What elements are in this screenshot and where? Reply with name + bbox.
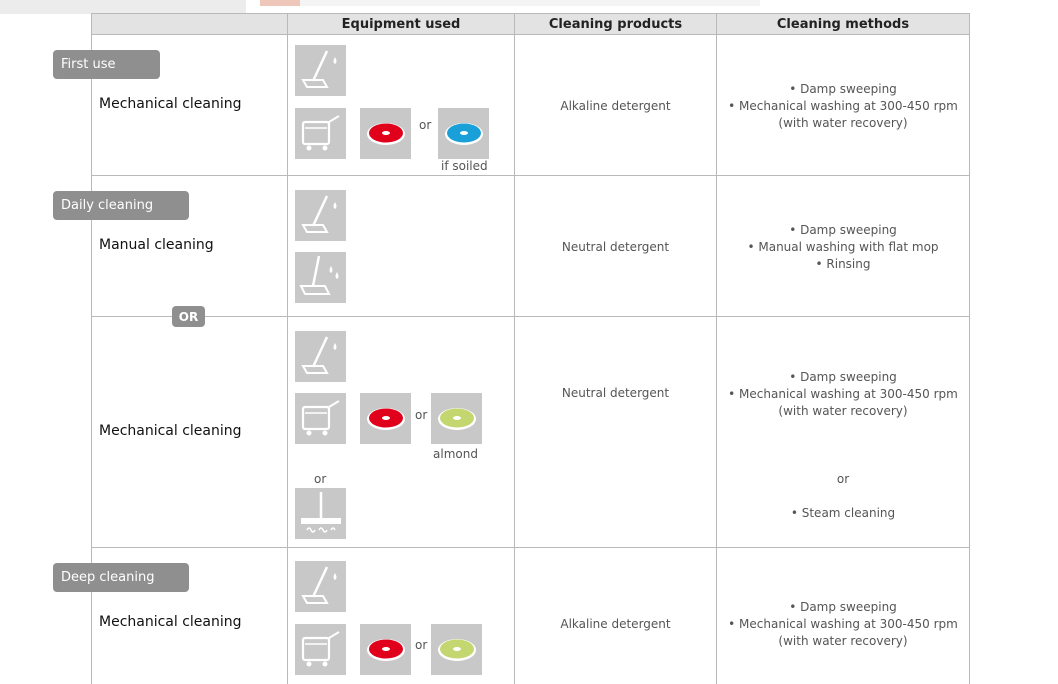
row-divider: [92, 175, 969, 176]
row-title: Mechanical cleaning: [99, 423, 242, 439]
first-use-badge: First use: [53, 50, 160, 79]
or-label: or: [314, 472, 327, 486]
row-title: Manual cleaning: [99, 237, 214, 253]
red-pad-icon: [360, 393, 411, 444]
deep-cleaning-badge: Deep cleaning: [53, 563, 189, 592]
green-pad-icon: [431, 624, 482, 675]
disc-caption: almond: [433, 447, 478, 461]
mop-drop-icon: [295, 561, 346, 612]
cleaning-table: [91, 13, 970, 684]
method-line: • Mechanical washing at 300-450 rpm: [728, 387, 958, 401]
scrubber-dryer-icon: [295, 624, 346, 675]
or-label: or: [419, 118, 432, 132]
blue-pad-icon: [438, 108, 489, 159]
or-badge: OR: [172, 306, 205, 327]
methods-text: [717, 369, 969, 420]
method-line: • Damp sweeping: [789, 223, 897, 237]
scrubber-dryer-icon: [295, 393, 346, 444]
mop-drop-icon: [295, 331, 346, 382]
header-methods: Cleaning methods: [717, 14, 969, 35]
method-line: • Damp sweeping: [789, 600, 897, 614]
method-line: • Damp sweeping: [789, 370, 897, 384]
steam-cleaner-icon: [295, 488, 346, 539]
red-pad-icon: [360, 108, 411, 159]
header-products: Cleaning products: [515, 14, 716, 35]
row-divider: [92, 547, 969, 548]
method-line: • Manual washing with flat mop: [747, 240, 939, 254]
or-label: or: [415, 408, 428, 422]
methods-alt: • Steam cleaning: [790, 506, 896, 520]
product-text: Alkaline detergent: [560, 99, 671, 113]
method-line: • Rinsing: [815, 257, 871, 271]
disc-caption: if soiled: [441, 159, 488, 173]
method-line: • Mechanical washing at 300-450 rpm: [728, 617, 958, 631]
product-text: Neutral detergent: [561, 240, 670, 254]
or-label: or: [415, 638, 428, 652]
method-line: • Damp sweeping: [789, 82, 897, 96]
method-line: (with water recovery): [778, 404, 908, 418]
method-line: (with water recovery): [778, 116, 908, 130]
row-title: Mechanical cleaning: [99, 614, 242, 630]
header-empty: [92, 14, 287, 35]
red-pad-icon: [360, 624, 411, 675]
row-divider: [92, 316, 969, 317]
col-divider: [287, 14, 288, 684]
flat-mop-drops-icon: [295, 252, 346, 303]
daily-cleaning-badge: Daily cleaning: [53, 191, 189, 220]
methods-text: [717, 81, 969, 132]
cropped-caption: [260, 0, 760, 6]
method-line: (with water recovery): [778, 634, 908, 648]
methods-text: [717, 222, 969, 273]
mop-drop-icon: [295, 190, 346, 241]
mop-drop-icon: [295, 45, 346, 96]
methods-text: [717, 599, 969, 650]
row-title: Mechanical cleaning: [99, 96, 242, 112]
header-equipment: Equipment used: [288, 14, 514, 35]
scrubber-dryer-icon: [295, 108, 346, 159]
page-margin: [0, 0, 246, 14]
method-line: • Mechanical washing at 300-450 rpm: [728, 99, 958, 113]
methods-or: or: [836, 472, 850, 486]
product-text: Neutral detergent: [561, 386, 670, 400]
green-pad-icon: [431, 393, 482, 444]
product-text: Alkaline detergent: [560, 617, 671, 631]
